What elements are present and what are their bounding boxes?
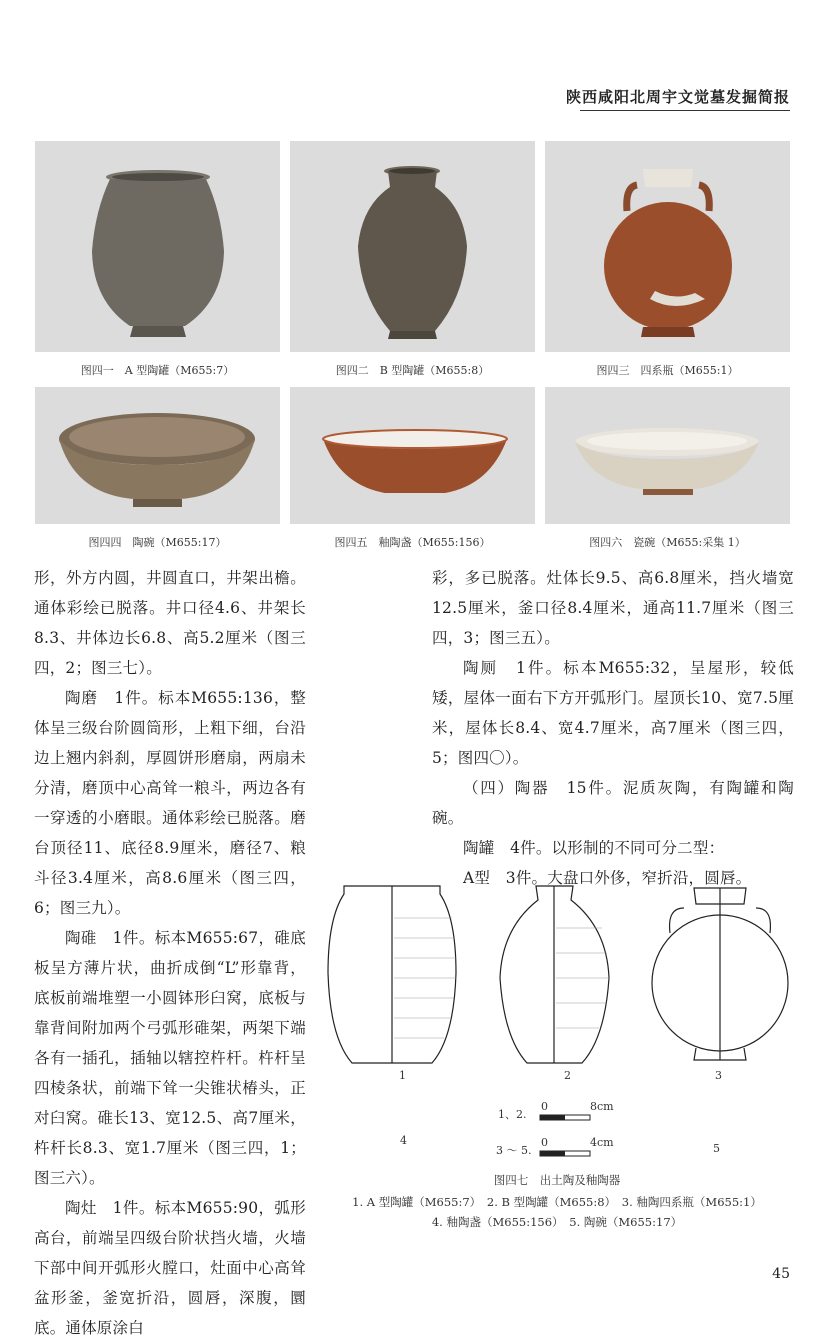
paragraph: 陶罐 4件。以形制的不同可分二型： <box>463 839 725 857</box>
glazed-cup-icon <box>290 387 535 524</box>
pottery-bowl-icon <box>35 387 280 524</box>
scale-label-b: 3 ～ 5. <box>496 1144 532 1157</box>
figure-number-4: 4 <box>400 1134 407 1147</box>
paragraph: 陶厕 1件。标本M655:32，呈屋形，较低矮，屋体一面右下方开弧形门。屋顶长10、宽7.5厘米，屋体长8.4、宽4.7厘米，高7厘米（图三四，5；图四〇）。 <box>432 659 794 767</box>
scale-label-a: 1、2. <box>498 1108 527 1121</box>
photo-porcelain-bowl <box>545 387 790 524</box>
right-text-column <box>432 563 794 893</box>
scale-zero-b: 0 <box>541 1136 548 1149</box>
photo-b-type-jar <box>290 141 535 352</box>
paragraph: （四）陶器 15件。泥质灰陶，有陶罐和陶碗。 <box>432 779 794 827</box>
photo-caption-6: 图四六 瓷碗（M655:采集 1） <box>589 536 746 549</box>
pottery-jar-icon <box>290 141 535 352</box>
scale-bar-a <box>538 1113 598 1123</box>
paragraph: 陶磨 1件。标本M655:136，整体呈三级台阶圆筒形，上粗下细，台沿边上翘内斜刹，厚圆饼形磨扇，两扇未分清，磨顶中心高耸一粮斗，两边各有一穿透的小磨眼。通体彩绘已脱落。磨台顶径11、底径8.9厘米，磨径7、粮斗径3.4厘米，高8.6厘米（图三四，6；图三九）。 <box>34 689 306 917</box>
scale-zero-a: 0 <box>541 1100 548 1113</box>
figure-number-3: 3 <box>715 1069 722 1082</box>
figure-legend-line-2: 4. 釉陶盏（M655:156） 5. 陶碗（M655:17） <box>431 1215 683 1229</box>
photo-glazed-cup <box>290 387 535 524</box>
paragraph: 彩，多已脱落。灶体长9.5、高6.8厘米，挡火墙宽12.5厘米，釜口径8.4厘米，通高11.7厘米（图三四，3；图三五）。 <box>432 569 794 647</box>
photo-caption-2: 图四二 B 型陶罐（M655:8） <box>335 364 490 377</box>
paragraph: A型 3件。大盘口外侈，窄折沿，圆唇。 <box>463 869 752 887</box>
figure-number-2: 2 <box>564 1069 571 1082</box>
porcelain-bowl-icon <box>545 387 790 524</box>
photo-four-lug-bottle <box>545 141 790 352</box>
left-text-column <box>34 563 306 1343</box>
paragraph: 形，外方内圆，井圆直口，井架出檐。通体彩绘已脱落。井口径4.6、井架长8.3、井体边长6.8、高5.2厘米（图三四，2；图三七）。 <box>34 569 306 677</box>
scale-cm-b: 4cm <box>590 1136 614 1149</box>
photo-caption-4: 图四四 陶碗（M655:17） <box>88 536 227 549</box>
figure-legend-line-1: 1. A 型陶罐（M655:7） 2. B 型陶罐（M655:8） 3. 釉陶四系瓶（M655:1） <box>352 1195 762 1209</box>
photo-caption-3: 图四三 四系瓶（M655:1） <box>596 364 739 377</box>
photo-caption-5: 图四五 釉陶盏（M655:156） <box>334 536 491 549</box>
photo-pottery-bowl <box>35 387 280 524</box>
figure-number-1: 1 <box>399 1069 406 1082</box>
figure-title: 图四七 出土陶及釉陶器 <box>493 1173 621 1187</box>
four-lug-bottle-icon <box>545 141 790 352</box>
page-number: 45 <box>772 1266 790 1282</box>
figure-number-5: 5 <box>713 1142 720 1155</box>
running-header: 陕西咸阳北周宇文觉墓发掘简报 <box>565 88 790 106</box>
paragraph: 陶碓 1件。标本M655:67，碓底板呈方薄片状，曲折成倒“L”形靠背，底板前端堆塑一小圆钵形臼窝，底板与靠背间附加两个弓弧形碓架，两架下端各有一插孔，插轴以辖控杵杆。杵杆呈四棱条状，前端下耸一尖锥状椿头，正对臼窝。碓长13、宽12.5、高7厘米，杵杆长8.3、宽1.7厘米（图三四，1；图三六）。 <box>34 929 306 1187</box>
scale-cm-a: 8cm <box>590 1100 614 1113</box>
pottery-jar-icon <box>35 141 280 352</box>
photo-a-type-jar <box>35 141 280 352</box>
photo-caption-1: 图四一 A 型陶罐（M655:7） <box>80 364 235 377</box>
paragraph: 陶灶 1件。标本M655:90，弧形高台，前端呈四级台阶状挡火墙，火墙下部中间开弧形火膛口，灶面中心高耸盆形釜，釜宽折沿，圆唇，深腹，圜底。通体原涂白 <box>34 1199 306 1337</box>
scale-bar-b <box>538 1149 598 1159</box>
line-drawing-figure <box>322 878 792 1068</box>
header-rule <box>580 110 790 111</box>
